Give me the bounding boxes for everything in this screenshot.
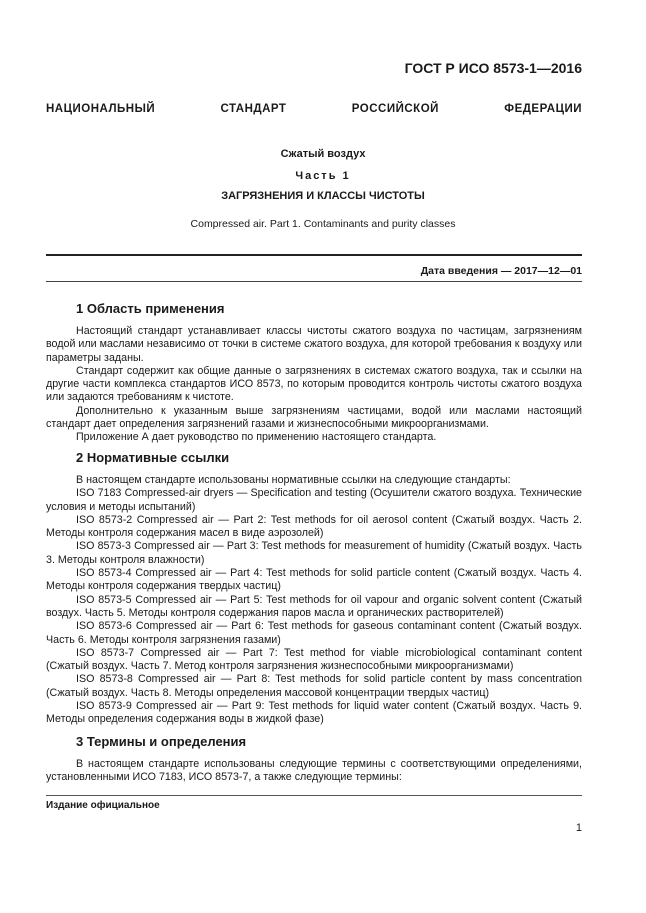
page-number: 1 <box>575 822 582 834</box>
paragraph: Дополнительно к указанным выше загрязнениям частицами, водой или маслами настоящий стандарт дает определения загрязнений газами и жизнеспособными микроорганизмами. <box>46 404 582 431</box>
reference-item: ISO 8573-4 Compressed air — Part 4: Test methods for solid particle content (Сжатый воздух. Часть 4. Методы контроля содержания твердых частиц) <box>46 567 582 593</box>
reference-item: ISO 8573-5 Compressed air — Part 5: Test methods for oil vapour and organic solvent content (Сжатый воздух. Часть 5. Методы контроля содержания паров масла и органических растворителей) <box>46 593 582 619</box>
section-normative-references <box>46 450 582 727</box>
reference-item: ISO 8573-6 Compressed air — Part 6: Test methods for gaseous contaminant content (Сжатый воздух. Часть 6. Методы контроля загрязнения газами) <box>46 620 582 646</box>
paragraph: Настоящий стандарт устанавливает классы чистоты сжатого воздуха по частицам, загрязнениям водой или маслами независимо от точки в системе сжатого воздуха, для которой требования к воздуху или параметры заданы. <box>46 325 582 364</box>
document-part: Часть 1 <box>295 170 351 182</box>
section-heading: 2 Нормативные ссылки <box>76 450 230 465</box>
document-subtitle: ЗАГРЯЗНЕНИЯ И КЛАССЫ ЧИСТОТЫ <box>221 190 425 202</box>
paragraph: Стандарт содержит как общие данные о загрязнениях в системах сжатого воздуха, так и ссылки на другие части комплекса стандартов ИСО 8573, по которым проводится контроль чистоты сжатого воздуха или задаются требованиям к чистоте. <box>46 364 582 404</box>
section-heading: 3 Термины и определения <box>76 734 247 749</box>
introduction-date: Дата введения — 2017—12—01 <box>420 265 582 277</box>
paragraph: В настоящем стандарте использованы нормативные ссылки на следующие стандарты: <box>76 474 511 486</box>
standard-number: ГОСТ Р ИСО 8573-1—2016 <box>404 60 582 76</box>
section-heading: 1 Область применения <box>76 301 225 316</box>
reference-item: ISO 7183 Compressed-air dryers — Specification and testing (Осушители сжатого воздуха. Технические условия и методы испытаний) <box>46 487 582 513</box>
english-title: Compressed air. Part 1. Contaminants and purity classes <box>190 218 456 230</box>
reference-item: ISO 8573-7 Compressed air — Part 7: Test method for viable microbiological contaminant content (Сжатый воздух. Часть 7. Метод контроля загрязнения жизнеспособными микроорганизмами) <box>46 646 582 673</box>
header-divider <box>46 254 582 256</box>
reference-item: ISO 8573-8 Compressed air — Part 8: Test methods for solid particle content by mass concentration (Сжатый воздух. Часть 8. Методы определения массовой концентрации твердых частиц) <box>46 673 582 699</box>
paragraph: Приложение А дает руководство по применению настоящего стандарта. <box>76 431 437 444</box>
section-scope <box>46 301 582 445</box>
paragraph: В настоящем стандарте использованы следующие термины с соответствующими определениями, установленными ИСО 7183, ИСО 8573-7, а также следующие термины: <box>46 758 582 784</box>
edition-label: Издание официальное <box>46 800 160 811</box>
footer-divider <box>46 795 582 796</box>
reference-item: ISO 8573-2 Compressed air — Part 2: Test methods for oil aerosol content (Сжатый воздух. Часть 2. Методы контроля содержания масел в виде аэрозолей) <box>46 513 582 540</box>
date-divider <box>46 281 582 282</box>
document-title: Сжатый воздух <box>280 148 366 160</box>
reference-item: ISO 8573-9 Compressed air — Part 9: Test methods for liquid water content (Сжатый воздух. Часть 9. Методы определения содержания воды в жидкой фазе) <box>46 700 582 726</box>
national-standard-title: НАЦИОНАЛЬНЫЙ СТАНДАРТ РОССИЙСКОЙ ФЕДЕРАЦИИ <box>46 103 582 115</box>
section-terms-definitions <box>46 734 582 785</box>
reference-item: ISO 8573-3 Compressed air — Part 3: Test methods for measurement of humidity (Сжатый воздух. Часть 3. Методы контроля влажности) <box>46 540 582 566</box>
